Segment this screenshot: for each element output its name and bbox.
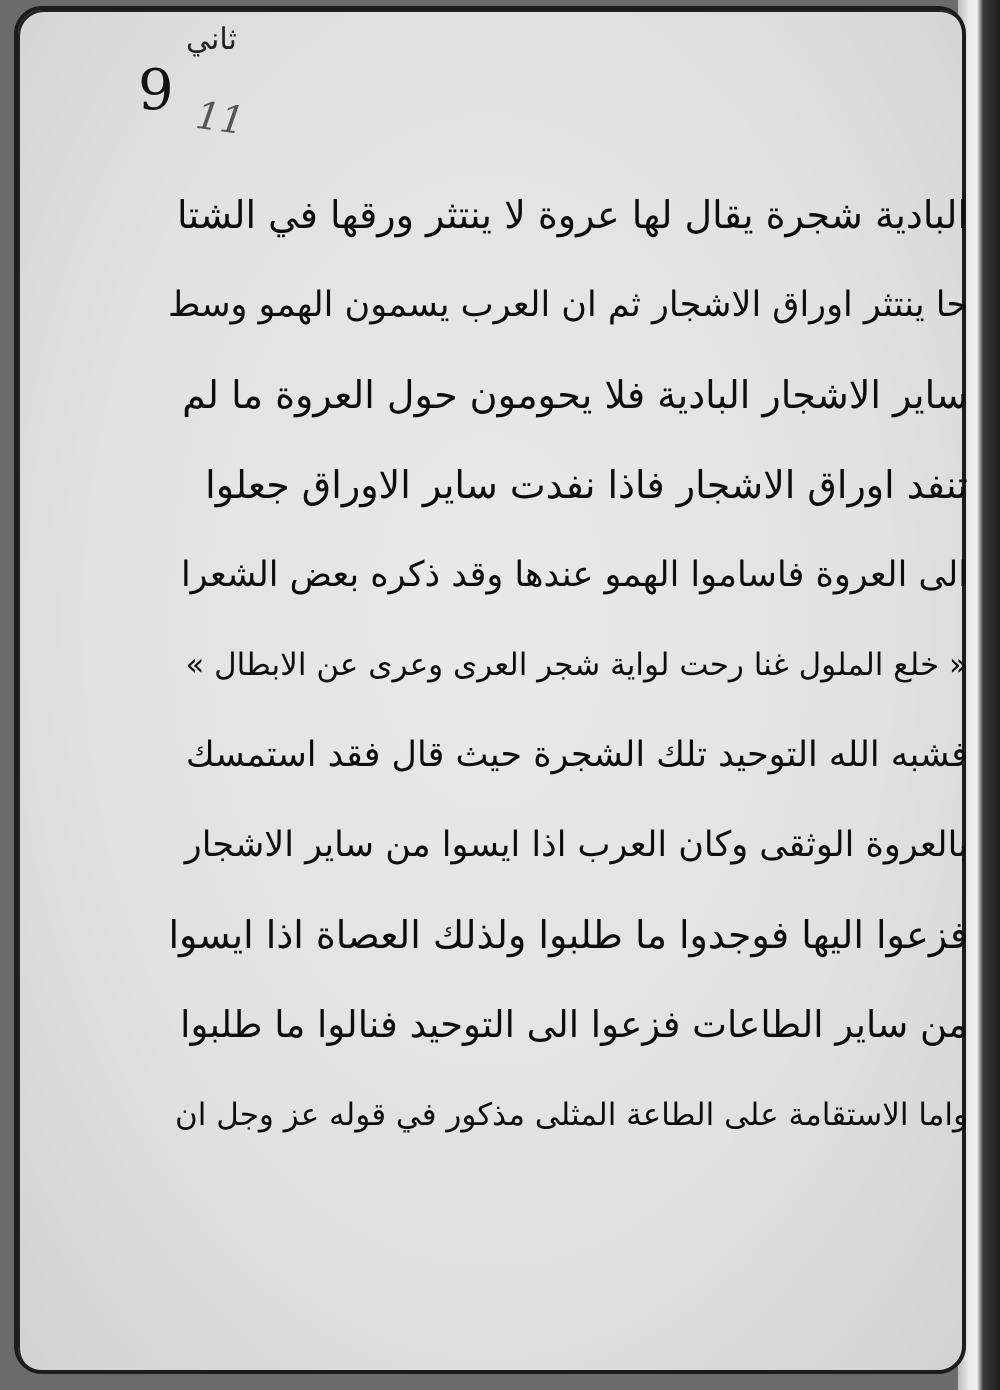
folio-top-mark: ثاني <box>186 22 237 57</box>
text-line: تنفد اوراق الاشجار فاذا نفدت ساير الاوراق جعلوا <box>205 463 968 507</box>
text-line: بالعروة الوثقى وكان العرب اذا ايسوا من ساير الاشجار <box>184 825 968 865</box>
text-line: فزعوا اليها فوجدوا ما طلبوا ولذلك العصاة اذا ايسوا <box>168 913 968 957</box>
text-line: واما الاستقامة على الطاعة المثلى مذكور في قوله عز وجل ان <box>175 1097 968 1133</box>
text-line: فشبه الله التوحيد تلك الشجرة حيث قال فقد استمسك <box>185 735 968 775</box>
text-line: حا ينتثر اوراق الاشجار ثم ان العرب يسمون الهمو وسط <box>167 285 968 325</box>
text-line: الى العروة فاساموا الهمو عندها وقد ذكره بعض الشعرا <box>180 555 968 595</box>
folio-number: 9 <box>138 58 174 123</box>
text-line: البادية شجرة يقال لها عروة لا ينتثر ورقها في الشتا <box>176 193 968 237</box>
manuscript-text <box>168 170 968 1160</box>
text-line: من ساير الطاعات فزعوا الى التوحيد فنالوا ما طلبوا <box>180 1003 968 1046</box>
folio-pencil-number: 11 <box>193 92 248 144</box>
text-line: « خلع الملول غنا رحت لواية شجر العرى وعرى عن الابطال » <box>185 647 968 683</box>
text-line: ساير الاشجار البادية فلا يحومون حول العروة ما لم <box>182 373 968 417</box>
manuscript-page <box>14 6 966 1374</box>
